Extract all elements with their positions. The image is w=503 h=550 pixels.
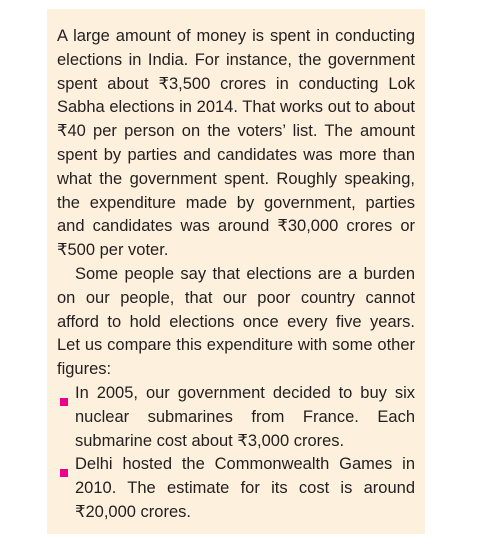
bullet-text: Delhi hosted the Commonwealth Games in 2010. The estimate for its cost is around ₹20,000 crores. xyxy=(75,455,415,521)
list-item xyxy=(57,453,415,524)
bullet-text: In 2005, our government decided to buy six nuclear submarines from France. Each submarine cost about ₹3,000 crores. xyxy=(75,383,415,450)
square-bullet-icon xyxy=(60,390,68,398)
comparison-list xyxy=(57,382,415,525)
text-box xyxy=(47,9,425,534)
paragraph-burden: Some people say that elections are a burden on our people, that our poor country cannot afford to hold elections once every five years. Let us compare this expenditure with some other figures: xyxy=(57,264,415,379)
list-item xyxy=(57,382,415,453)
paragraph-election-cost: A large amount of money is spent in conducting elections in India. For instance, the government spent about ₹3,500 crores in conducting Lok Sabha elections in 2014. That works out to about ₹40 per person on the voters’ list. The amount spent by parties and candidates was more than what the government spent. Roughly speaking, the expenditure made by government, parties and candidates was around ₹30,000 crores or ₹500 per voter. xyxy=(57,27,415,260)
square-bullet-icon xyxy=(60,461,68,469)
